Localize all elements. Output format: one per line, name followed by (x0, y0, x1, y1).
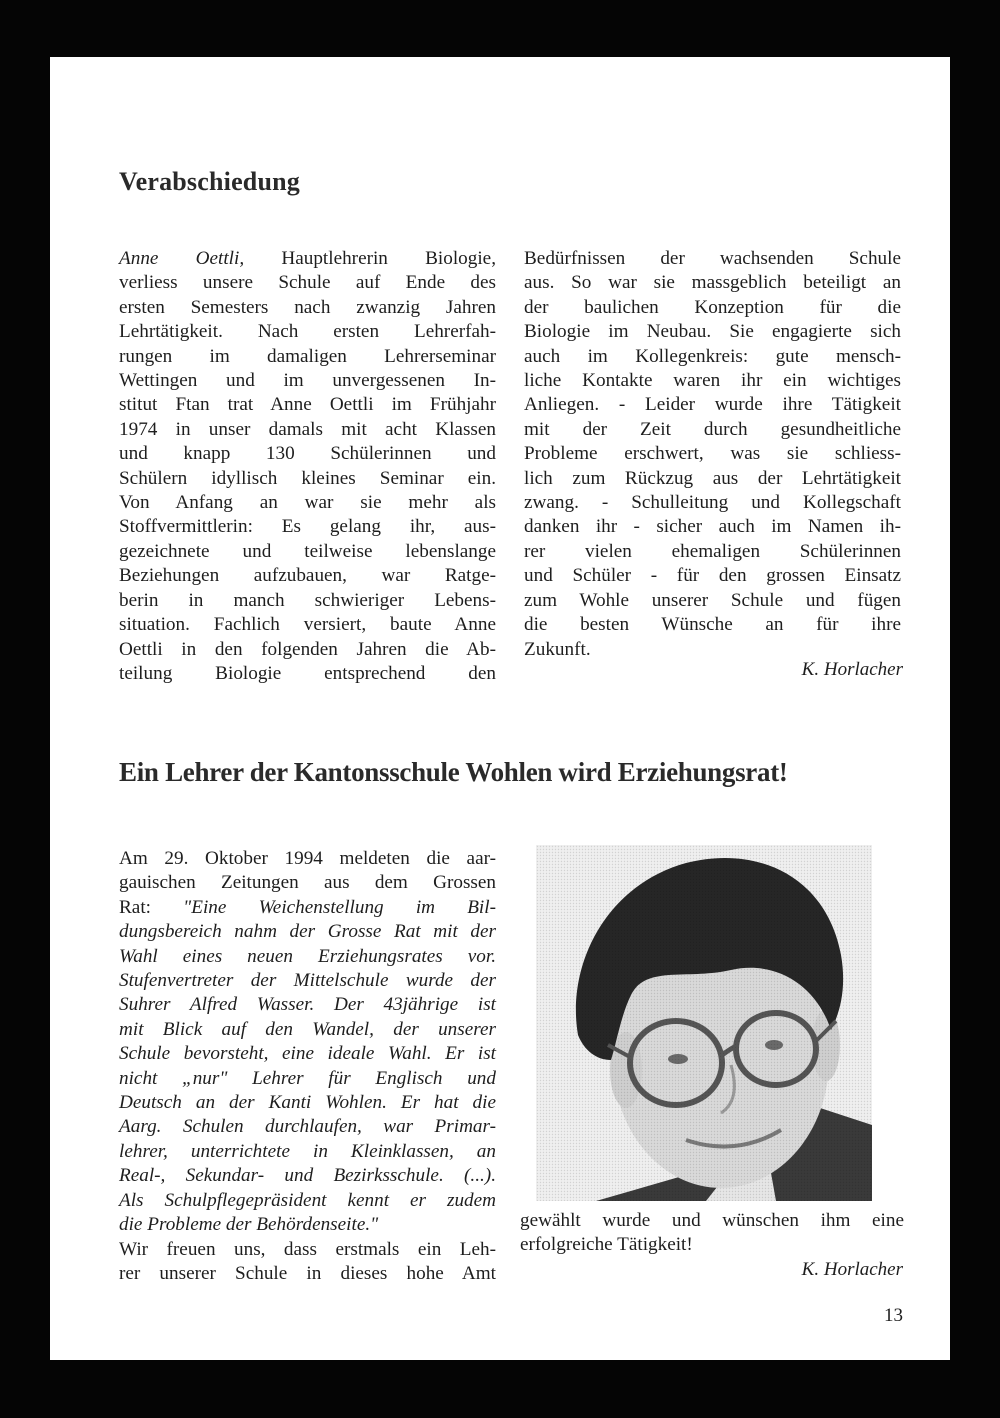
text-line: Probleme erschwert, was sie schliess- (524, 443, 901, 465)
italic-text: Anne Oettli, (119, 248, 245, 269)
article-title-erziehungsrat: Ein Lehrer der Kantonsschule Wohlen wird Erziehungsrat! (119, 757, 788, 787)
text-line: auch im Kollegenkreis: gute mensch- (524, 345, 901, 367)
text-line (119, 1164, 496, 1188)
text-line (119, 920, 496, 944)
article-title-verabschiedung: Verabschiedung (119, 167, 300, 196)
text-line (119, 369, 496, 393)
italic-text: Wahl eines neuen Erziehungsrates vor. (119, 945, 496, 967)
italic-text: Deutsch an der Kanti Wohlen. Er hat die (119, 1092, 496, 1114)
plain-text: berin in manch schwieriger Lebens- (119, 589, 496, 611)
text-line: rer vielen ehemaligen Schülerinnen (524, 540, 901, 562)
italic-text: nicht „nur" Lehrer für Englisch und (119, 1067, 496, 1089)
text-line (119, 320, 496, 344)
text-line (119, 271, 496, 295)
plain-text: gauischen Zeitungen aus dem Grossen (119, 872, 496, 894)
portrait-photo (536, 845, 872, 1201)
plain-text: rer unserer Schule in dieses hohe Amt (119, 1262, 496, 1284)
text-line (119, 467, 496, 491)
italic-text: Schule bevorsteht, eine ideale Wahl. Er ist (119, 1043, 496, 1065)
italic-text: dungsbereich nahm der Grosse Rat mit der (119, 921, 496, 943)
portrait-image (536, 845, 872, 1201)
text-line: danken ihr - sicher auch im Namen ih- (524, 516, 901, 538)
plain-text: Von Anfang an war sie mehr als (119, 492, 496, 514)
text-line: Biologie im Neubau. Sie engagierte sich (524, 321, 901, 343)
text-line: gewählt wurde und wünschen ihm eine (520, 1210, 904, 1231)
italic-text: mit Blick auf den Wandel, der unserer (119, 1018, 496, 1040)
text-line (119, 847, 496, 871)
text-line (119, 345, 496, 369)
text-line (119, 247, 496, 271)
italic-text: die Probleme der Behördenseite." (119, 1214, 379, 1236)
plain-text: gezeichnete und teilweise lebenslange (119, 540, 496, 562)
italic-text: Aarg. Schulen durchlaufen, war Primar- (119, 1116, 496, 1138)
text-line (119, 442, 496, 466)
italic-text: Als Schulpflegepräsident kennt er zudem (119, 1189, 496, 1211)
text-line: Zukunft. (524, 638, 591, 660)
plain-text: teilung Biologie entsprechend den (119, 662, 496, 684)
italic-text: Suhrer Alfred Wasser. Der 43jährige ist (119, 994, 496, 1016)
text-line (119, 515, 496, 539)
text-line (119, 1115, 496, 1139)
text-line: der baulichen Konzeption für die (524, 296, 901, 318)
text-line (119, 896, 496, 920)
plain-text: Rat: (119, 896, 184, 918)
text-line: liche Kontakte waren ihr ein wichtiges (524, 370, 901, 392)
text-line: zwang. - Schulleitung und Kollegschaft (524, 492, 901, 514)
plain-text: und knapp 130 Schülerinnen und (119, 443, 496, 465)
text-line (119, 993, 496, 1017)
plain-text: 1974 in unser damals mit acht Klassen (119, 418, 496, 440)
plain-text: Stoffvermittlerin: Es gelang ihr, aus- (119, 516, 496, 538)
text-line (119, 638, 496, 662)
plain-text: Schülern idyllisch kleines Seminar ein. (119, 467, 496, 489)
text-line (119, 945, 496, 969)
plain-text: rungen im damaligen Lehrerseminar (119, 345, 496, 367)
italic-text: "Eine Weichenstellung im Bil- (183, 896, 496, 918)
text-line (119, 662, 496, 686)
text-line (119, 1213, 496, 1237)
text-line (119, 1042, 496, 1066)
article1-signature: K. Horlacher (801, 659, 903, 680)
text-line: zum Wohle unserer Schule und fügen (524, 589, 901, 611)
text-line (119, 613, 496, 637)
italic-text: lehrer, unterrichtete in Kleinklassen, an (119, 1140, 496, 1162)
plain-text: Am 29. Oktober 1994 meldeten die aar- (119, 848, 496, 869)
article2-left-column (119, 847, 496, 1286)
text-line (119, 1262, 496, 1286)
plain-text: Beziehungen aufzubauen, war Ratge- (119, 565, 496, 587)
text-line (119, 589, 496, 613)
text-line: die besten Wünsche an für ihre (524, 614, 901, 636)
text-line (119, 1091, 496, 1115)
plain-text: stitut Ftan trat Anne Oettli im Frühjahr (119, 394, 496, 416)
text-line (119, 871, 496, 895)
text-line (119, 564, 496, 588)
document-page (50, 57, 950, 1360)
plain-text: ersten Semesters nach zwanzig Jahren (119, 296, 496, 318)
plain-text: verliess unsere Schule auf Ende des (119, 272, 496, 294)
article1-right-column (524, 247, 901, 662)
text-line (119, 1067, 496, 1091)
italic-text: Real-, Sekundar- und Bezirksschule. (...). (119, 1165, 496, 1187)
article1-left-column (119, 247, 496, 686)
text-line (119, 393, 496, 417)
italic-text: Stufenvertreter der Mittelschule wurde der (119, 970, 496, 992)
article2-signature: K. Horlacher (801, 1259, 903, 1280)
plain-text: Oettli in den folgenden Jahren die Ab- (119, 638, 496, 660)
plain-text: Lehrtätigkeit. Nach ersten Lehrerfah- (119, 321, 496, 343)
text-line (119, 1189, 496, 1213)
text-line (119, 1018, 496, 1042)
text-line (119, 1238, 496, 1262)
text-line (119, 418, 496, 442)
plain-text: Wettingen und im unvergessenen In- (119, 370, 496, 392)
text-line: lich zum Rückzug aus der Lehrtätigkeit (524, 467, 901, 489)
article2-right-column (520, 1209, 904, 1258)
text-line: mit der Zeit durch gesundheitliche (524, 418, 901, 440)
plain-text: situation. Fachlich versiert, baute Anne (119, 614, 496, 636)
text-line (119, 491, 496, 515)
text-line (119, 1140, 496, 1164)
text-line: Anliegen. - Leider wurde ihre Tätigkeit (524, 394, 901, 416)
plain-text: Hauptlehrerin Biologie, (244, 248, 496, 269)
text-line: erfolgreiche Tätigkeit! (520, 1234, 693, 1256)
text-line: und Schüler - für den grossen Einsatz (524, 565, 901, 587)
text-line (119, 296, 496, 320)
page-number: 13 (884, 1305, 903, 1326)
text-line (119, 540, 496, 564)
text-line: Bedürfnissen der wachsenden Schule (524, 248, 901, 269)
plain-text: Wir freuen uns, dass erstmals ein Leh- (119, 1238, 496, 1260)
text-line: aus. So war sie massgeblich beteiligt an (524, 272, 901, 294)
text-line (119, 969, 496, 993)
